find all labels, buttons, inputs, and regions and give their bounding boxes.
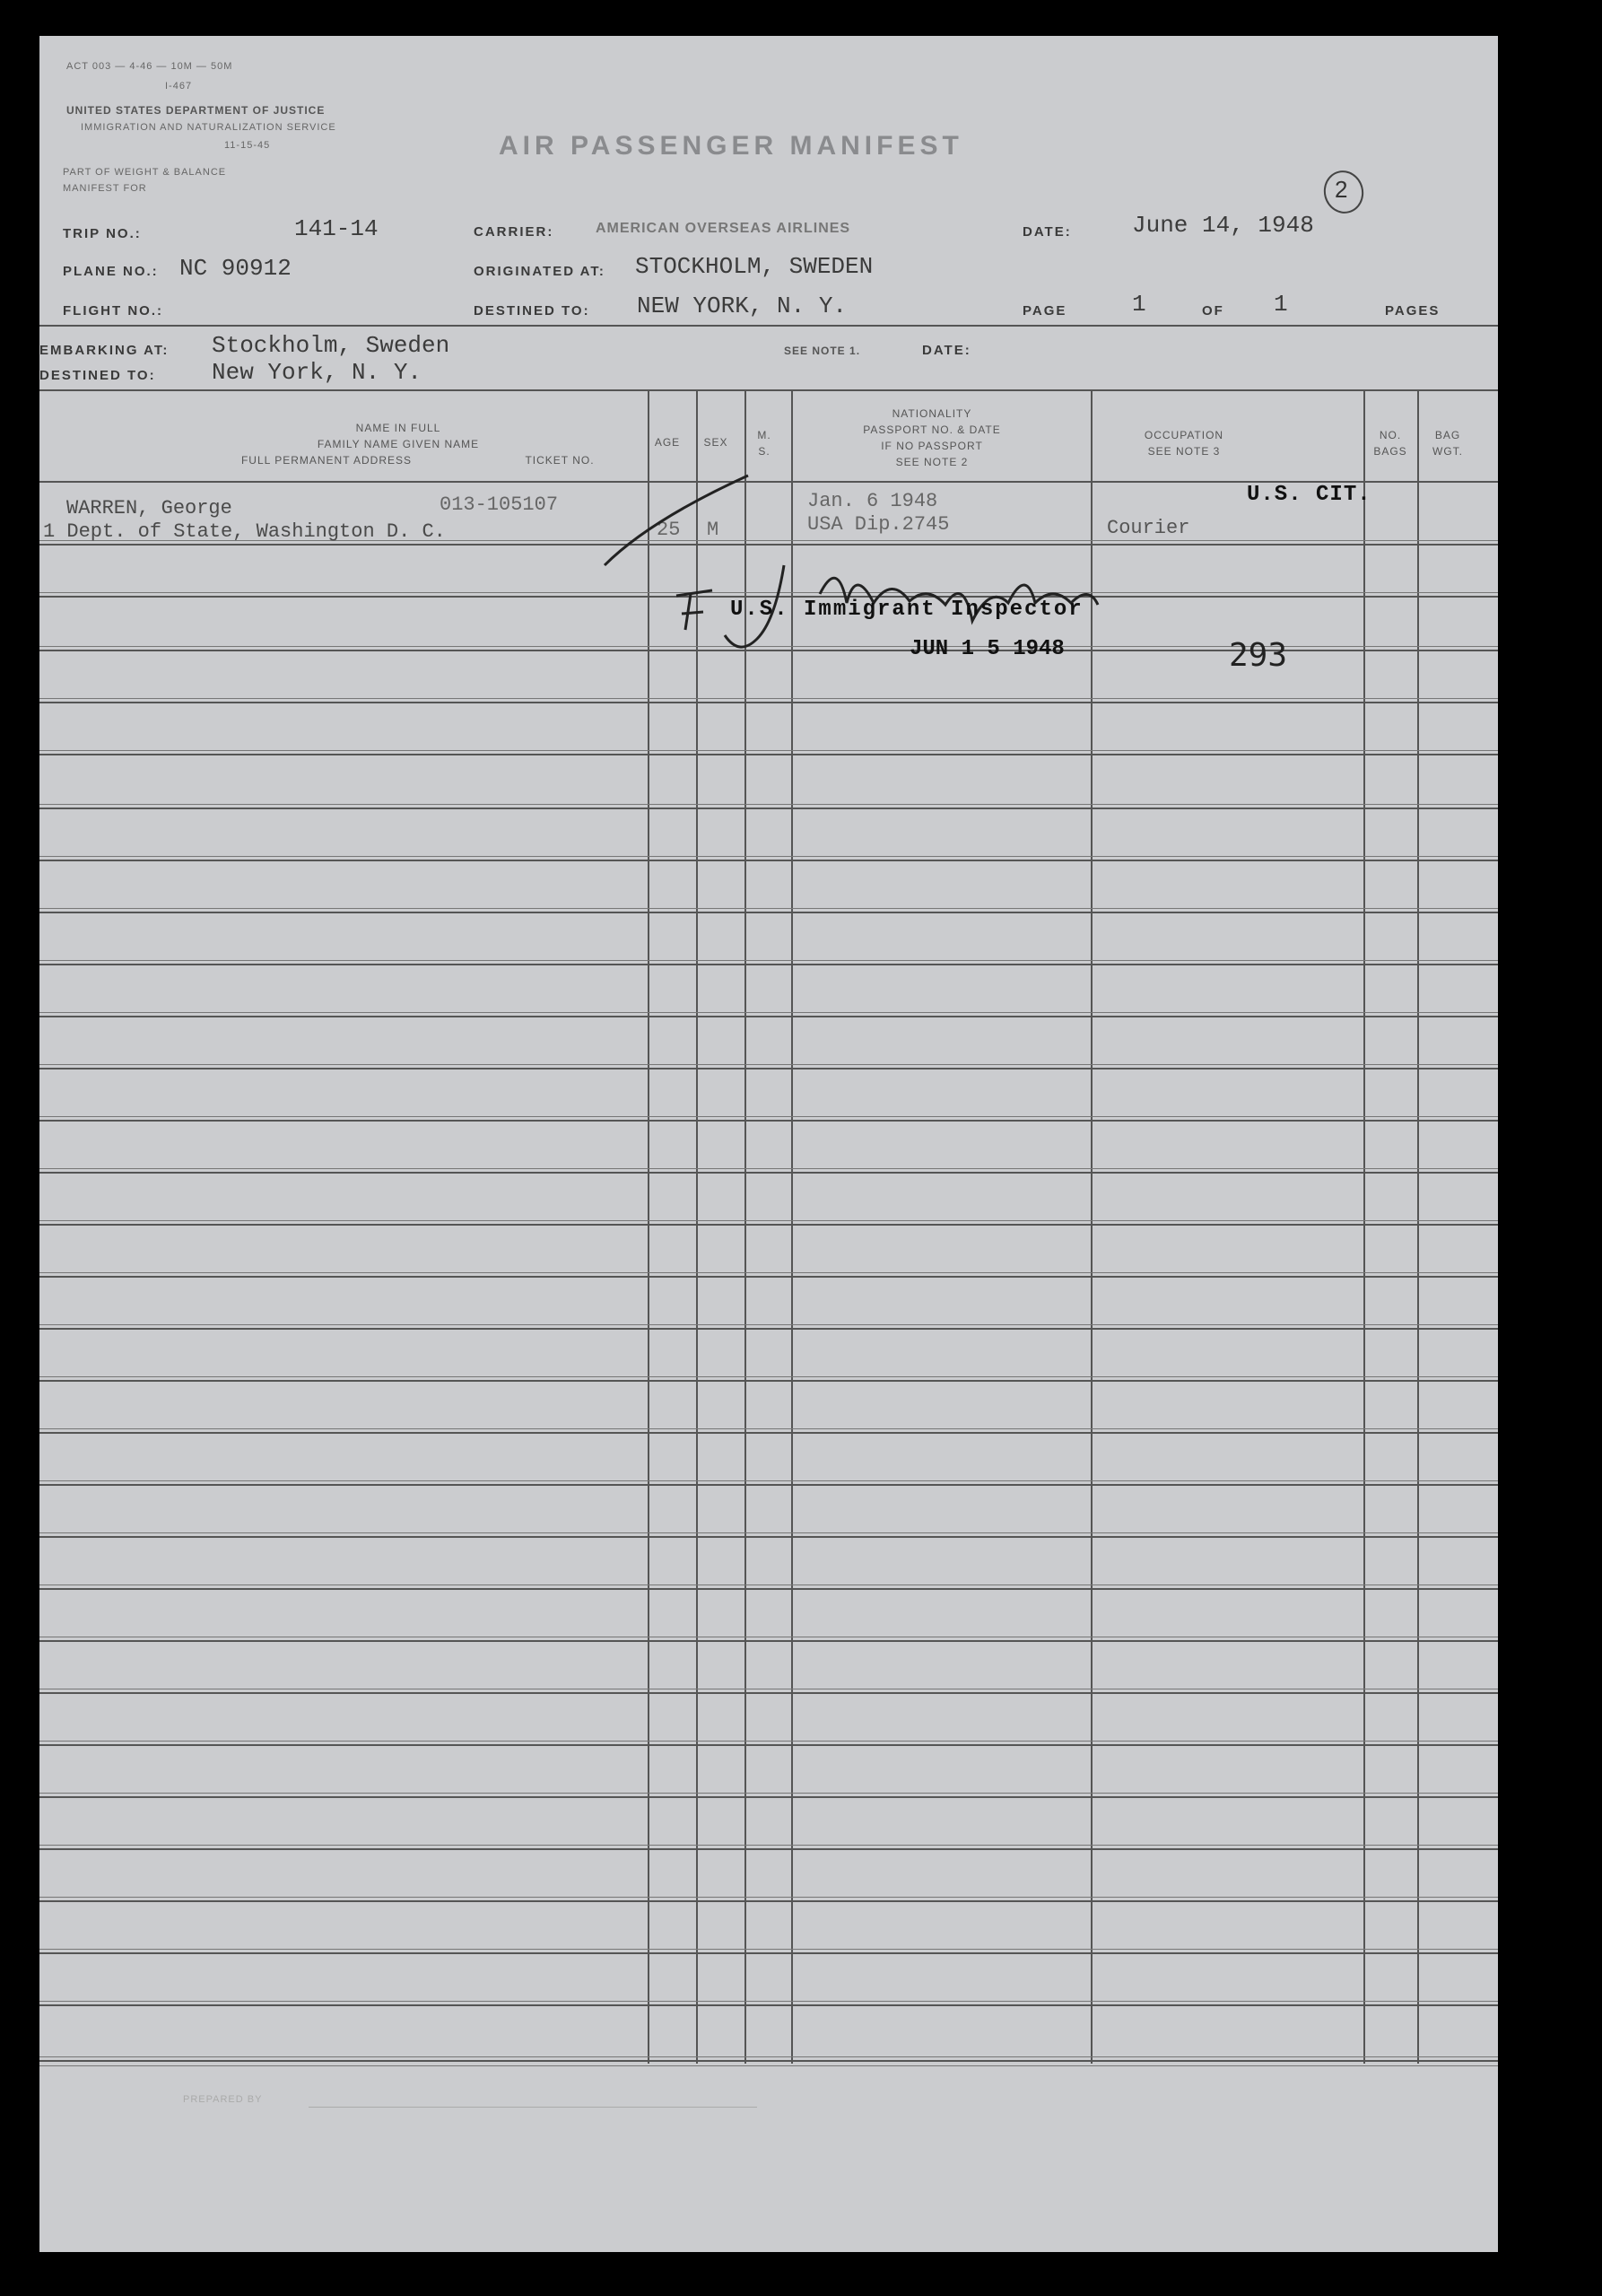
form-code: ACT 003 — 4-46 — 10M — 50M xyxy=(66,61,233,72)
col-occ-2: SEE NOTE 3 xyxy=(1147,445,1221,458)
row-rule xyxy=(39,1016,1498,1017)
destined-to-value: New York, N. Y. xyxy=(212,359,422,386)
row-rule xyxy=(39,754,1498,755)
passenger-sex: M xyxy=(707,519,719,541)
col-divider-bags xyxy=(1363,389,1365,2064)
row-rule xyxy=(39,912,1498,913)
row-rule xyxy=(39,1168,1498,1169)
form-title: AIR PASSENGER MANIFEST xyxy=(499,131,963,161)
row-rule xyxy=(39,1484,1498,1486)
row-rule xyxy=(39,1328,1498,1330)
passenger-passport-2: USA Dip.2745 xyxy=(807,513,950,536)
col-age: AGE xyxy=(654,436,681,449)
row-rule xyxy=(39,1432,1498,1434)
row-rule xyxy=(39,1897,1498,1898)
corner-number: 2 xyxy=(1335,176,1348,203)
col-wgt xyxy=(1421,427,1475,459)
part-of-2: MANIFEST FOR xyxy=(63,183,147,194)
service: IMMIGRATION AND NATURALIZATION SERVICE xyxy=(81,122,336,133)
originated-label: ORIGINATED AT: xyxy=(474,264,605,279)
row-rule xyxy=(39,908,1498,909)
row-rule xyxy=(39,1532,1498,1533)
row-rule xyxy=(39,964,1498,965)
col-name-line-2: FAMILY NAME GIVEN NAME xyxy=(317,438,480,450)
row-rule xyxy=(39,860,1498,861)
row-rule xyxy=(39,1845,1498,1846)
pages-label: PAGES xyxy=(1385,303,1441,319)
of-label: OF xyxy=(1202,303,1224,319)
row-rule xyxy=(39,1068,1498,1069)
row-rule xyxy=(39,1428,1498,1429)
row-rule xyxy=(39,750,1498,751)
row-rule xyxy=(39,1796,1498,1798)
col-name-line-3: FULL PERMANENT ADDRESS xyxy=(240,454,413,467)
inspector-stamp: U.S. Immigrant Inspector xyxy=(730,598,1084,622)
row-rule xyxy=(39,698,1498,699)
manifest-sheet xyxy=(39,36,1498,2252)
trip-label: TRIP NO.: xyxy=(63,226,142,241)
row-rule xyxy=(39,1012,1498,1013)
form-number: I-467 xyxy=(165,81,193,92)
row-rule xyxy=(39,1380,1498,1382)
carrier-value: AMERICAN OVERSEAS AIRLINES xyxy=(596,221,851,236)
row-rule xyxy=(39,1952,1498,1954)
col-nat-1: NATIONALITY xyxy=(892,407,972,420)
row-rule xyxy=(39,1949,1498,1950)
inspection-date-stamp: JUN 1 5 1948 xyxy=(910,637,1065,661)
embark-date-label: DATE: xyxy=(922,343,971,358)
page-label: PAGE xyxy=(1023,303,1067,319)
row-rule xyxy=(39,1536,1498,1538)
passenger-passport-1: Jan. 6 1948 xyxy=(807,490,938,512)
row-rule xyxy=(39,1640,1498,1642)
destined-label: DESTINED TO: xyxy=(474,303,590,319)
passenger-address: 1 Dept. of State, Washington D. C. xyxy=(43,520,446,543)
row-rule xyxy=(39,1220,1498,1221)
row-rule xyxy=(39,1793,1498,1794)
row-rule xyxy=(39,1224,1498,1226)
col-nationality xyxy=(793,406,1071,470)
row-rule xyxy=(39,1272,1498,1273)
col-nat-4: SEE NOTE 2 xyxy=(895,456,969,468)
col-nat-3: IF NO PASSPORT xyxy=(881,440,983,452)
prepared-by-label: PREPARED BY xyxy=(183,2094,263,2105)
embarking-value: Stockholm, Sweden xyxy=(212,332,450,359)
col-occupation xyxy=(1094,427,1274,459)
row-rule xyxy=(39,702,1498,703)
col-wgt-2: WGT. xyxy=(1432,445,1463,458)
row-rule xyxy=(39,960,1498,961)
row-rule xyxy=(39,1172,1498,1174)
passenger-occupation: Courier xyxy=(1107,517,1190,539)
row-rule xyxy=(39,1324,1498,1325)
embark-top-rule xyxy=(39,325,1498,327)
trip-value: 141-14 xyxy=(294,215,379,242)
row-rule xyxy=(39,2056,1498,2057)
row-rule xyxy=(39,1741,1498,1742)
row-rule xyxy=(39,1480,1498,1481)
col-wgt-1: BAG xyxy=(1434,429,1461,441)
originated-value: STOCKHOLM, SWEDEN xyxy=(635,253,874,280)
row-rule xyxy=(39,1848,1498,1850)
col-bags xyxy=(1365,427,1415,459)
embarking-label: EMBARKING AT: xyxy=(39,343,170,358)
col-occ-1: OCCUPATION xyxy=(1144,429,1224,441)
table-top-rule xyxy=(39,389,1498,391)
row-rule xyxy=(39,804,1498,805)
row-rule xyxy=(39,808,1498,809)
row-rule xyxy=(39,1116,1498,1117)
passenger-ticket: 013-105107 xyxy=(440,493,559,516)
carrier-label: CARRIER: xyxy=(474,224,554,240)
row-rule xyxy=(39,2004,1498,2006)
col-ms xyxy=(746,427,782,459)
destined-value: NEW YORK, N. Y. xyxy=(637,292,848,319)
department: UNITED STATES DEPARTMENT OF JUSTICE xyxy=(66,104,326,117)
col-nat-2: PASSPORT NO. & DATE xyxy=(863,423,1001,436)
col-name-line-1: NAME IN FULL xyxy=(355,422,441,434)
citizen-stamp: U.S. CIT. xyxy=(1247,483,1371,507)
row-rule xyxy=(39,1120,1498,1122)
record-number: 293 xyxy=(1229,637,1288,674)
col-ms-1: M. xyxy=(757,429,771,441)
col-divider-wgt xyxy=(1417,389,1419,2064)
col-ticket: TICKET NO. xyxy=(525,454,595,467)
table-bottom-rule xyxy=(39,2060,1498,2062)
of-value: 1 xyxy=(1274,291,1288,318)
passenger-age: 25 xyxy=(657,519,681,541)
row-rule xyxy=(39,1692,1498,1694)
row-rule xyxy=(39,1376,1498,1377)
form-date: 11-15-45 xyxy=(224,140,271,151)
date-label: DATE: xyxy=(1023,224,1072,240)
table-bottom-rule-2 xyxy=(39,2065,1498,2066)
see-note-1: SEE NOTE 1. xyxy=(784,345,861,357)
prepared-by-line xyxy=(309,2107,757,2108)
plane-value: NC 90912 xyxy=(179,255,292,282)
col-bags-2: BAGS xyxy=(1373,445,1407,458)
flight-label: FLIGHT NO.: xyxy=(63,303,163,319)
col-bags-1: NO. xyxy=(1379,429,1402,441)
row-rule xyxy=(39,2001,1498,2002)
row-rule xyxy=(39,1900,1498,1902)
date-value: June 14, 1948 xyxy=(1132,212,1314,239)
row-rule xyxy=(39,856,1498,857)
plane-label: PLANE NO.: xyxy=(63,264,159,279)
row-rule xyxy=(39,1276,1498,1278)
part-of-1: PART OF WEIGHT & BALANCE xyxy=(63,167,227,178)
col-sex: SEX xyxy=(703,436,728,449)
passenger-name: WARREN, George xyxy=(66,497,232,519)
row-rule xyxy=(39,1588,1498,1590)
row-rule xyxy=(39,1064,1498,1065)
row-rule xyxy=(39,1744,1498,1746)
page-value: 1 xyxy=(1132,291,1146,318)
destined-to-label: DESTINED TO: xyxy=(39,368,156,383)
col-ms-2: S. xyxy=(758,445,771,458)
